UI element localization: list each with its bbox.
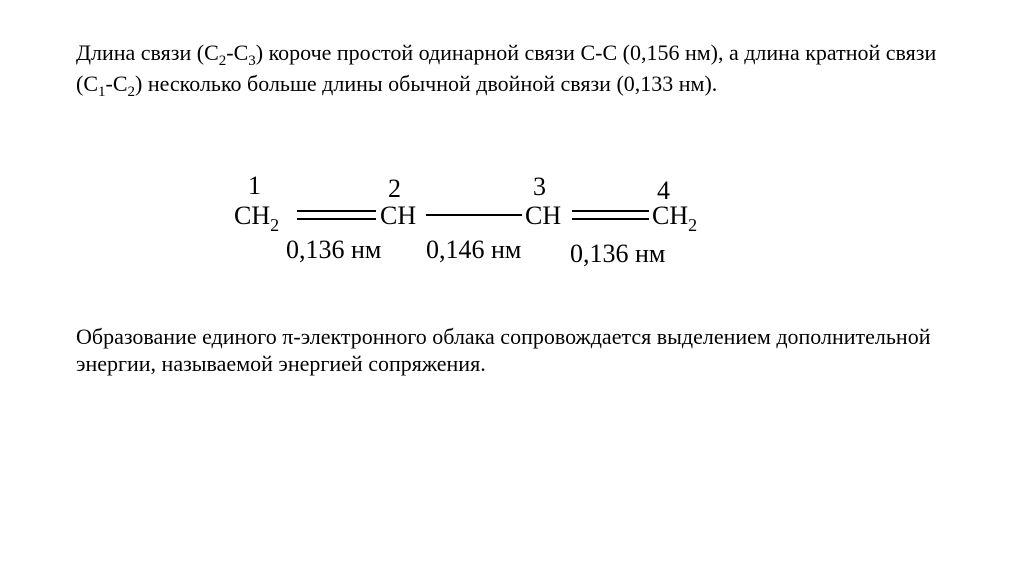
single-bond-c2-c3 xyxy=(426,214,522,216)
subscript: 3 xyxy=(248,53,256,69)
carbon-number-1: 1 xyxy=(248,171,261,200)
atom-ch-3 xyxy=(525,203,561,229)
paragraph-text: Длина связи (С xyxy=(76,40,219,65)
subscript: 1 xyxy=(98,84,106,100)
bond-length-c3-c4: 0,136 нм xyxy=(570,239,666,268)
atom-ch2-4 xyxy=(652,201,698,235)
bond-length-c2-c3: 0,146 нм xyxy=(426,235,522,264)
subscript: 2 xyxy=(218,53,227,69)
double-bond-c1-c2-upper xyxy=(297,210,376,212)
bond-length-c1-c2: 0,136 нм xyxy=(286,235,382,264)
atom-subscript: 2 xyxy=(270,215,280,235)
paragraph-text: ) несколько больше длины обычной двойной связи (0,133 нм). xyxy=(135,71,718,96)
paragraph-text: ) короче простой одинарной связи С-С (0,156 нм), а длина кратной связи (С xyxy=(76,40,937,96)
atom-symbol: CH xyxy=(234,201,271,230)
atom-symbol: CH xyxy=(380,201,417,230)
carbon-number-3: 3 xyxy=(533,172,546,201)
paragraph-conjugation-energy: Образование единого π-электронного облака сопровождается выделением дополнительной энергии, называемой энергией сопряжения. xyxy=(76,324,931,376)
subscript: 2 xyxy=(127,84,135,100)
carbon-number-4: 4 xyxy=(657,176,670,205)
atom-ch-2 xyxy=(380,203,416,229)
double-bond-c3-c4-upper xyxy=(572,210,649,212)
paragraph-text: -С xyxy=(105,71,128,96)
atom-subscript: 2 xyxy=(688,215,698,235)
double-bond-c3-c4-lower xyxy=(572,218,649,220)
carbon-number-2: 2 xyxy=(388,174,401,203)
double-bond-c1-c2-lower xyxy=(297,218,376,220)
atom-symbol: CH xyxy=(525,201,562,230)
atom-ch2-1 xyxy=(234,201,280,235)
atom-symbol: CH xyxy=(652,201,689,230)
paragraph-text: -С xyxy=(226,40,249,65)
